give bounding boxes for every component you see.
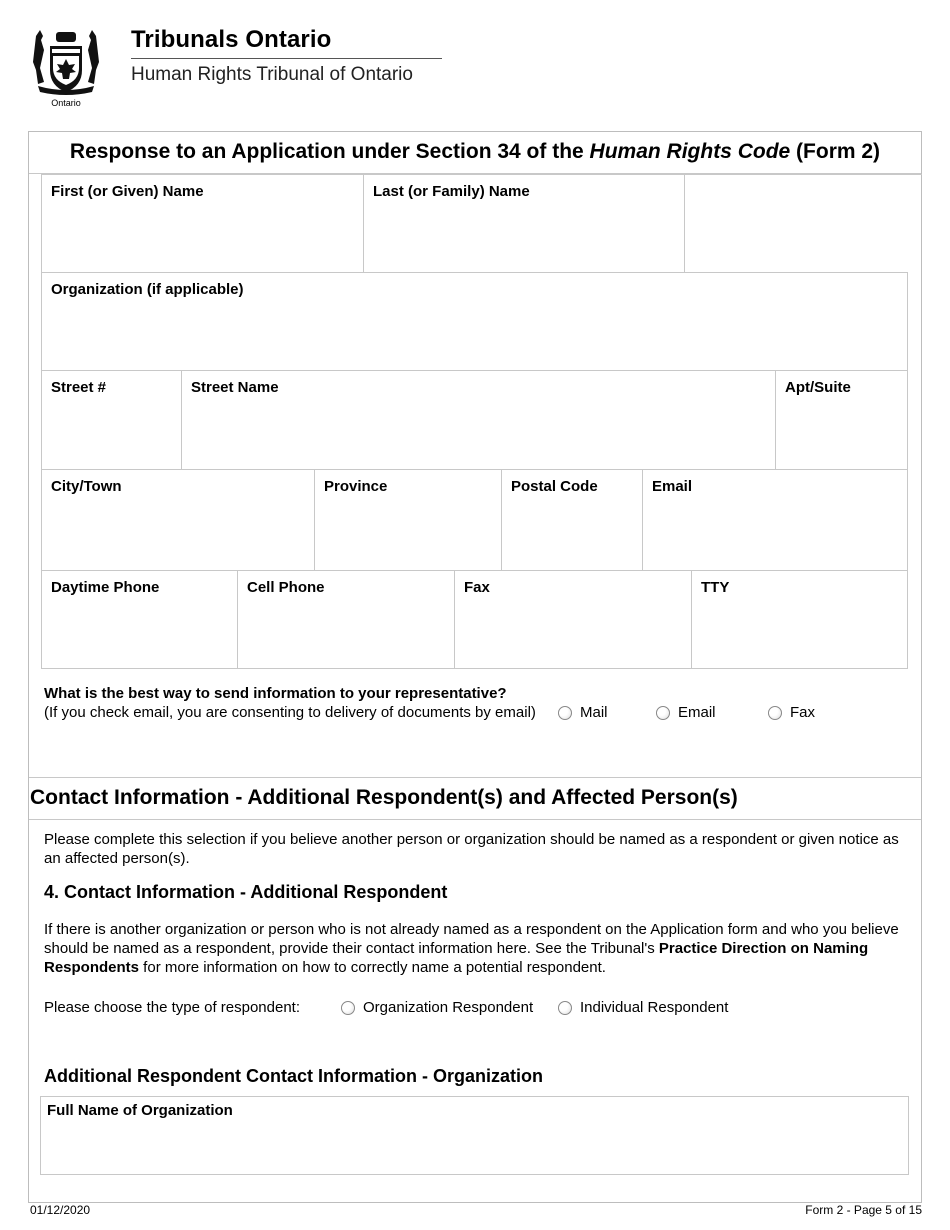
tty-field[interactable] <box>691 570 908 669</box>
form-title: Response to an Application under Section 34 of the Human Rights Code (Form 2) <box>69 140 881 163</box>
street-number-field[interactable] <box>41 370 181 469</box>
daytime-phone-label: Daytime Phone <box>51 579 160 596</box>
radio-individual-respondent-label: Individual Respondent <box>580 999 729 1016</box>
email-field[interactable] <box>642 469 908 570</box>
apt-suite-label: Apt/Suite <box>785 379 851 396</box>
organization-field[interactable] <box>41 272 908 371</box>
radio-email[interactable] <box>656 704 716 721</box>
radio-circle-icon[interactable] <box>558 1001 572 1015</box>
org-subtitle: Human Rights Tribunal of Ontario <box>131 64 413 85</box>
postal-code-field[interactable] <box>501 469 642 570</box>
section-intro: Please complete this selection if you believe another person or organization should be named as a respondent or given notice as an affected person(s). <box>44 831 899 867</box>
full-organization-name-field[interactable] <box>40 1096 909 1175</box>
radio-circle-icon[interactable] <box>768 706 782 720</box>
radio-circle-icon[interactable] <box>558 706 572 720</box>
org-title: Tribunals Ontario <box>131 26 332 53</box>
footer-date: 01/12/2020 <box>30 1203 91 1217</box>
postal-code-label: Postal Code <box>511 478 598 495</box>
radio-mail[interactable] <box>558 704 608 721</box>
heading-additional-respondent: 4. Contact Information - Additional Respondent <box>44 882 448 902</box>
fax-label: Fax <box>464 579 490 596</box>
province-label: Province <box>324 478 388 495</box>
last-name-label: Last (or Family) Name <box>373 183 530 200</box>
apt-suite-field[interactable] <box>775 370 908 469</box>
blank-cell <box>684 174 922 273</box>
tty-label: TTY <box>701 579 730 596</box>
additional-respondent-instructions: If there is another organization or person who is not already named as a respondent on the Application form and who you believe should be named as a respondent, provide their contact information here. See the Tribunal's Practice Direction on Naming Respondents for more information on how to correctly name a potential respondent. <box>44 921 899 976</box>
cell-phone-field[interactable] <box>237 570 454 669</box>
svg-text:Ontario: Ontario <box>51 98 81 108</box>
organization-label: Organization (if applicable) <box>51 281 244 298</box>
street-name-field[interactable] <box>181 370 775 469</box>
radio-fax[interactable] <box>768 704 815 721</box>
street-number-label: Street # <box>51 379 107 396</box>
email-label: Email <box>652 478 693 495</box>
province-field[interactable] <box>314 469 501 570</box>
ontario-coat-of-arms-logo <box>26 26 106 110</box>
delivery-preference-note: (If you check email, you are consenting to delivery of documents by email) <box>44 704 536 721</box>
header-divider <box>131 58 442 59</box>
first-name-label: First (or Given) Name <box>51 183 204 200</box>
cell-phone-label: Cell Phone <box>247 579 325 596</box>
last-name-field[interactable] <box>363 174 684 273</box>
city-field[interactable] <box>41 469 314 570</box>
radio-organization-respondent-label: Organization Respondent <box>363 999 534 1016</box>
radio-mail-label: Mail <box>580 704 608 721</box>
city-label: City/Town <box>51 478 122 495</box>
radio-circle-icon[interactable] <box>656 706 670 720</box>
radio-email-label: Email <box>678 704 716 721</box>
heading-organization-contact: Additional Respondent Contact Information - Organization <box>44 1066 543 1086</box>
footer-page-number: Form 2 - Page 5 of 15 <box>805 1203 922 1217</box>
section-title: Contact Information - Additional Respondent(s) and Affected Person(s) <box>30 786 738 809</box>
street-name-label: Street Name <box>191 379 279 396</box>
first-name-field[interactable] <box>41 174 363 273</box>
daytime-phone-field[interactable] <box>41 570 237 669</box>
radio-individual-respondent[interactable] <box>558 999 728 1016</box>
delivery-preference-question: What is the best way to send information to your representative? <box>44 685 507 702</box>
radio-fax-label: Fax <box>790 704 816 721</box>
radio-circle-icon[interactable] <box>341 1001 355 1015</box>
fax-field[interactable] <box>454 570 691 669</box>
radio-organization-respondent[interactable] <box>341 999 533 1016</box>
respondent-type-label: Please choose the type of respondent: <box>44 999 301 1016</box>
full-organization-name-label: Full Name of Organization <box>47 1102 233 1119</box>
